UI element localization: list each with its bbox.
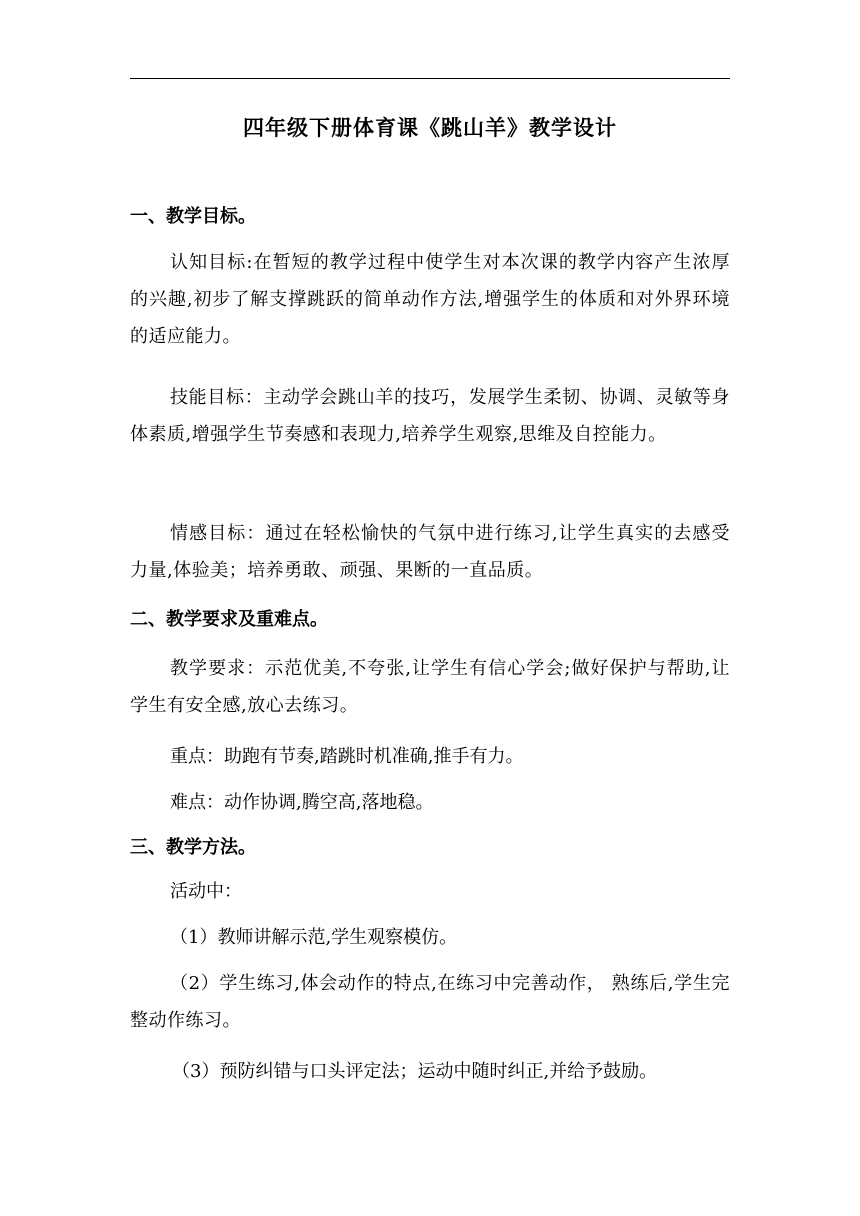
- paragraph-key-points: 重点：助跑有节奏,踏跳时机准确,推手有力。: [170, 746, 524, 767]
- section-heading-objectives: 一、教学目标。: [130, 206, 256, 227]
- list-item-method-3: （3）预防纠错与口头评定法；运动中随时纠正,并给予鼓励。: [172, 1061, 658, 1082]
- page-title: 四年级下册体育课《跳山羊》教学设计: [243, 116, 617, 140]
- section-heading-methods: 三、教学方法。: [130, 837, 256, 858]
- paragraph-cognitive-objective: 认知目标:在暂短的教学过程中使学生对本次课的教学内容产生浓厚的兴趣,初步了解支撑跳跃的简单动作方法,增强学生的体质和对外界环境的适应能力。: [130, 252, 730, 347]
- section-heading-requirements: 二、教学要求及重难点。: [130, 609, 328, 630]
- paragraph-difficulties: 难点：动作协调,腾空高,落地稳。: [170, 792, 434, 813]
- header-rule: [130, 78, 730, 79]
- paragraph-skill-objective: 技能目标：主动学会跳山羊的技巧，发展学生柔韧、协调、灵敏等身体素质,增强学生节奏感和表现力,培养学生观察,思维及自控能力。: [130, 387, 730, 445]
- paragraph-in-activity: 活动中：: [170, 881, 242, 902]
- paragraph-emotional-objective: 情感目标：通过在轻松愉快的气氛中进行练习,让学生真实的去感受力量,体验美；培养勇敢、顽强、果断的一直品质。: [130, 523, 730, 581]
- paragraph-teaching-requirements: 教学要求：示范优美,不夸张,让学生有信心学会;做好保护与帮助,让学生有安全感,放心去练习。: [130, 658, 730, 716]
- list-item-method-2: （2）学生练习,体会动作的特点,在练习中完善动作， 熟练后,学生完整动作练习。: [130, 973, 730, 1031]
- list-item-method-1: （1）教师讲解示范,学生观察模仿。: [170, 927, 458, 948]
